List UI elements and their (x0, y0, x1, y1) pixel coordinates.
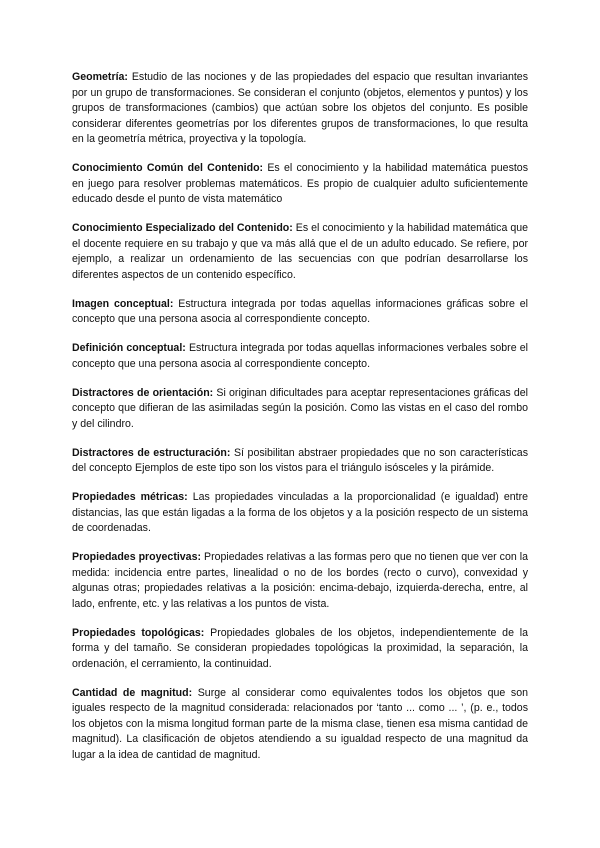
glossary-definition: Propiedades relativas a las formas pero que no tienen que ver con la medida: incidencia entre partes, linealidad o no de los bordes (recto o curvo), convexidad y algunas otras; propiedades relativas a la posición: encima-debajo, izquierda-derecha, entre, al lado, enfrente, etc. y las relativas a los puntos de vista. (72, 551, 528, 610)
glossary-entry-definicion-conceptual (72, 341, 528, 372)
glossary-page (72, 70, 528, 777)
glossary-definition: Estructura integrada por todas aquellas informaciones gráficas sobre el concepto que una persona asocia al correspondiente concepto. (72, 297, 528, 325)
glossary-entry-geometria (72, 70, 528, 148)
glossary-entry-propiedades-metricas (72, 490, 528, 537)
glossary-entry-distractores-estructuracion (72, 446, 528, 477)
glossary-definition: Propiedades globales de los objetos, independientemente de la forma y del tamaño. Se consideran propiedades topológicas la proximidad, la separación, la ordenación, el cerramiento, la continuidad. (72, 626, 528, 670)
glossary-definition: Surge al considerar como equivalentes todos los objetos que son iguales respecto de la magnitud considerada: relacionados por ‘tanto ... como ... ’, (p. e., todos los objetos con la misma longitud forman parte de la misma clase, tienen esa misma cantidad de magnitud). La clasificación de objetos atendiendo a su igualdad respecto de una magnitud da lugar a la idea de cantidad de magnitud. (72, 686, 529, 761)
glossary-entry-propiedades-proyectivas (72, 550, 528, 612)
glossary-definition: Es el conocimiento y la habilidad matemática puestos en juego para resolver problemas matemáticos. Es propio de cualquier adulto suficientemente educado desde el punto de vista matemático (72, 162, 528, 205)
glossary-term: Conocimiento Especializado del Contenido: (72, 222, 293, 234)
glossary-definition: Si originan dificultades para aceptar representaciones gráficas del concepto que difieran de las asimiladas según la posición. Como las vistas en el caso del rombo y del cilindro. (72, 386, 528, 430)
glossary-definition: Sí posibilitan abstraer propiedades que no son características del concepto Ejemplos de este tipo son los vistos para el triángulo isósceles y la pirámide. (72, 446, 528, 474)
glossary-term: Definición conceptual: (72, 342, 186, 354)
glossary-term: Propiedades proyectivas: (72, 551, 201, 563)
glossary-definition: Las propiedades vinculadas a la proporcionalidad (e igualdad) entre distancias, las que están ligadas a la forma de los objetos y a la posición respecto de un sistema de coordenadas. (72, 491, 528, 534)
glossary-entry-conocimiento-comun (72, 161, 528, 208)
glossary-term: Propiedades topológicas: (72, 626, 205, 639)
glossary-entry-propiedades-topologicas (72, 626, 528, 673)
glossary-term: Distractores de orientación: (72, 386, 214, 399)
glossary-entry-conocimiento-especializado (72, 221, 528, 283)
glossary-term: Imagen conceptual: (72, 297, 174, 310)
glossary-entry-cantidad-magnitud (72, 686, 528, 764)
glossary-entry-distractores-orientacion (72, 386, 528, 433)
glossary-term: Conocimiento Común del Contenido: (72, 162, 264, 174)
glossary-definition: Estructura integrada por todas aquellas informaciones verbales sobre el concepto que una persona asocia al correspondiente concepto. (72, 342, 528, 370)
glossary-term: Propiedades métricas: (72, 491, 188, 503)
glossary-term: Geometría: (72, 71, 128, 83)
glossary-definition: Estudio de las nociones y de las propiedades del espacio que resultan invariantes por un grupo de transformaciones. Se consideran el conjunto (objetos, elementos y puntos) y los grupos de transformaciones (cambios) que actúan sobre los objetos del conjunto. Es posible considerar diferentes geometrías por los diferentes grupos de transformaciones, lo que resulta en la geometría métrica, proyectiva y la topología. (72, 71, 528, 145)
glossary-definition: Es el conocimiento y la habilidad matemática que el docente requiere en su trabajo y que va más allá que el de un adulto educado. Se refiere, por ejemplo, a realizar un ordenamiento de las secuencias con que podrían desarrollarse los diferentes aspectos de un contenido específico. (72, 222, 528, 281)
glossary-term: Cantidad de magnitud: (72, 686, 193, 699)
glossary-term: Distractores de estructuración: (72, 446, 231, 459)
glossary-entry-imagen-conceptual (72, 297, 528, 328)
